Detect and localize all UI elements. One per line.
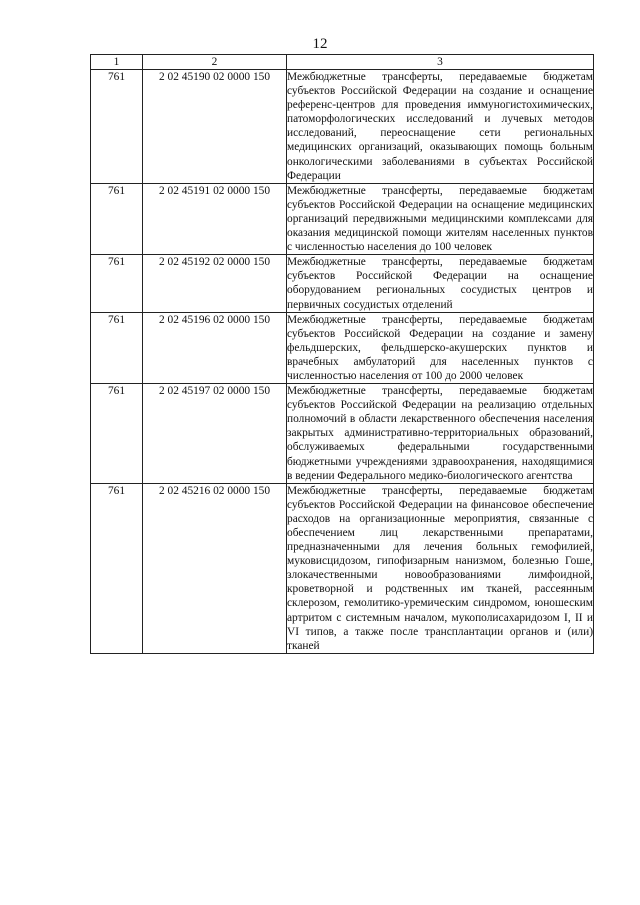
- table-row: [91, 183, 594, 254]
- page-number: 12: [312, 36, 328, 52]
- table-header: [91, 55, 594, 70]
- income-code: 2 02 45196 02 0000 150: [143, 312, 287, 383]
- administrator-code: 761: [91, 70, 143, 184]
- income-description: Межбюджетные трансферты, передаваемые бюджетам субъектов Российской Федерации на создание и оснащение референс-центров для проведения иммуногистохимических, патоморфологических исследований и лучевых методов исследований, переоснащение сети региональных медицинских организаций, оказывающих помощь больным онкологическими заболеваниями в субъектах Российской Федерации: [287, 71, 593, 182]
- header-col-2: 2: [143, 55, 287, 70]
- table-row: [91, 70, 594, 184]
- table-row: [91, 384, 594, 484]
- income-code: 2 02 45190 02 0000 150: [143, 70, 287, 184]
- income-description: Межбюджетные трансферты, передаваемые бюджетам субъектов Российской Федерации на реализацию отдельных полномочий в области лекарственного обеспечения населения закрытых административно-территориальных образований, обслуживаемых федеральными государственными бюджетными учреждениями здравоохранения, находящимися в ведении Федерального медико-биологического агентства: [287, 385, 593, 482]
- income-description: Межбюджетные трансферты, передаваемые бюджетам субъектов Российской Федерации на оснащение медицинских организаций передвижными медицинскими комплексами для оказания медицинской помощи жителям населенных пунктов с численностью населения до 100 человек: [287, 184, 593, 254]
- income-code: 2 02 45197 02 0000 150: [143, 384, 287, 484]
- header-col-3: 3: [287, 55, 594, 70]
- header-row: [91, 55, 594, 70]
- income-description: Межбюджетные трансферты, передаваемые бюджетам субъектов Российской Федерации на создание и замену фельдшерских, фельдшерско-акушерских пунктов и врачебных амбулаторий для населенных пунктов с численностью населения от 100 до 2000 человек: [287, 313, 593, 382]
- income-code: 2 02 45216 02 0000 150: [143, 483, 287, 653]
- table-row: [91, 312, 594, 383]
- administrator-code: 761: [91, 483, 143, 653]
- administrator-code: 761: [91, 312, 143, 383]
- income-code: 2 02 45192 02 0000 150: [143, 255, 287, 312]
- income-description: Межбюджетные трансферты, передаваемые бюджетам субъектов Российской Федерации на оснащение оборудованием региональных сосудистых центров и первичных сосудистых отделений: [287, 256, 593, 311]
- income-code: 2 02 45191 02 0000 150: [143, 183, 287, 254]
- table-row: [91, 483, 594, 653]
- budget-classification-table: [90, 54, 594, 654]
- table-row: [91, 255, 594, 312]
- administrator-code: 761: [91, 255, 143, 312]
- table-body: [91, 70, 594, 654]
- administrator-code: 761: [91, 183, 143, 254]
- administrator-code: 761: [91, 384, 143, 484]
- header-col-1: 1: [91, 55, 143, 70]
- income-description: Межбюджетные трансферты, передаваемые бюджетам субъектов Российской Федерации на финансовое обеспечение расходов на организационные мероприятия, связанные с обеспечением лиц лекарственными препаратами, предназначенными для лечения больных гемофилией, муковисцидозом, гипофизарным нанизмом, болезнью Гоше, злокачественными новообразованиями лимфоидной, кроветворной и родственных им тканей, рассеянным склерозом, гемолитико-уремическим синдромом, юношеским артритом с системным началом, мукополисахаридозом I, II и VI типов, а также после трансплантации органов и (или) тканей: [287, 484, 593, 652]
